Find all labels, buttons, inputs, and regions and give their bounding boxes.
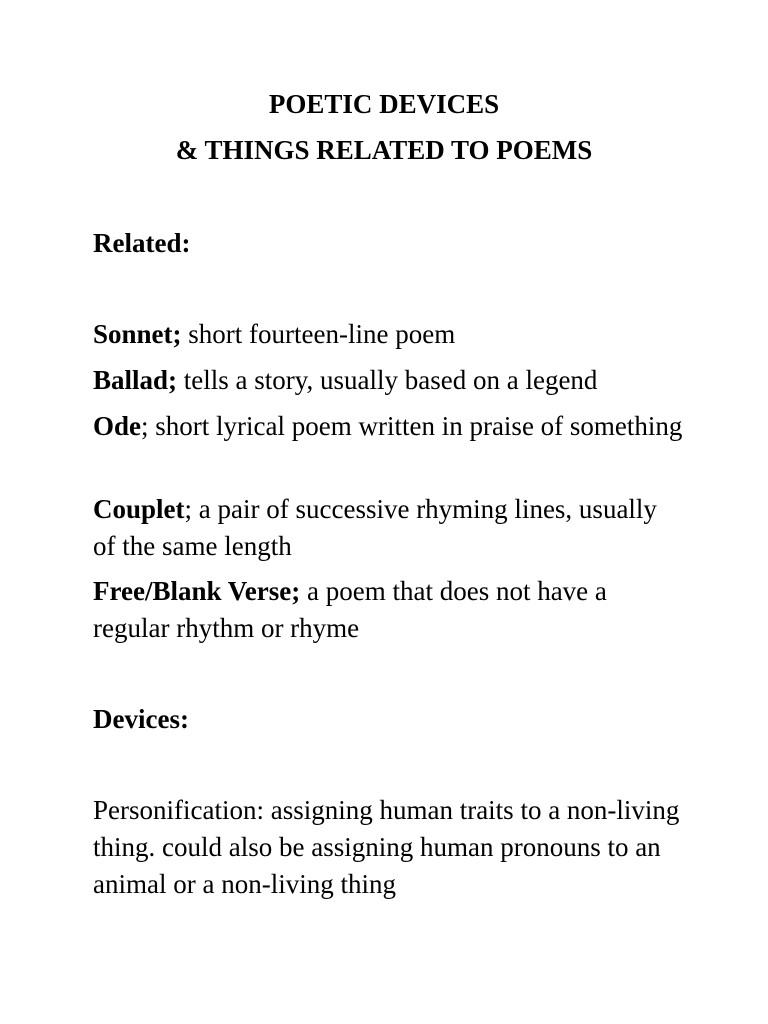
entry-definition: short lyrical poem written in praise of something (148, 411, 683, 441)
entry-separator: ; (168, 365, 178, 395)
entry-term: Couplet (93, 494, 185, 524)
entry-definition: tells a story, usually based on a legend (177, 365, 598, 395)
entry-definition: a pair of successive rhyming lines, usually of the same length (93, 494, 657, 561)
entry-separator: ; (291, 576, 301, 606)
related-entry-sonnet (93, 316, 683, 353)
entry-definition: a poem that does not have a regular rhythm or rhyme (93, 576, 607, 643)
entry-term: Ballad (93, 365, 169, 395)
document-title-line-1: POETIC DEVICES (268, 89, 500, 119)
document-title-line-2: & THINGS RELATED TO POEMS (175, 135, 593, 165)
entry-term: Free/Blank Verse (93, 576, 292, 606)
related-entry-couplet (93, 491, 683, 565)
entry-term: Sonnet (93, 319, 173, 349)
entry-separator: ; (184, 494, 193, 524)
related-entry-ballad (93, 362, 683, 399)
entry-term: Ode (93, 411, 142, 441)
related-section-heading: Related: (93, 228, 191, 258)
related-entry-ode (93, 408, 683, 445)
entry-separator: ; (141, 411, 149, 441)
devices-section-heading: Devices: (93, 704, 189, 734)
entry-definition: short fourteen-line poem (181, 319, 456, 349)
device-entry-personification: Personification: assigning human traits to a non-living thing. could also be assigning human pronouns to an animal or a non-living thing (93, 795, 680, 899)
related-entry-free-blank-verse (93, 573, 683, 647)
entry-separator: ; (172, 319, 182, 349)
